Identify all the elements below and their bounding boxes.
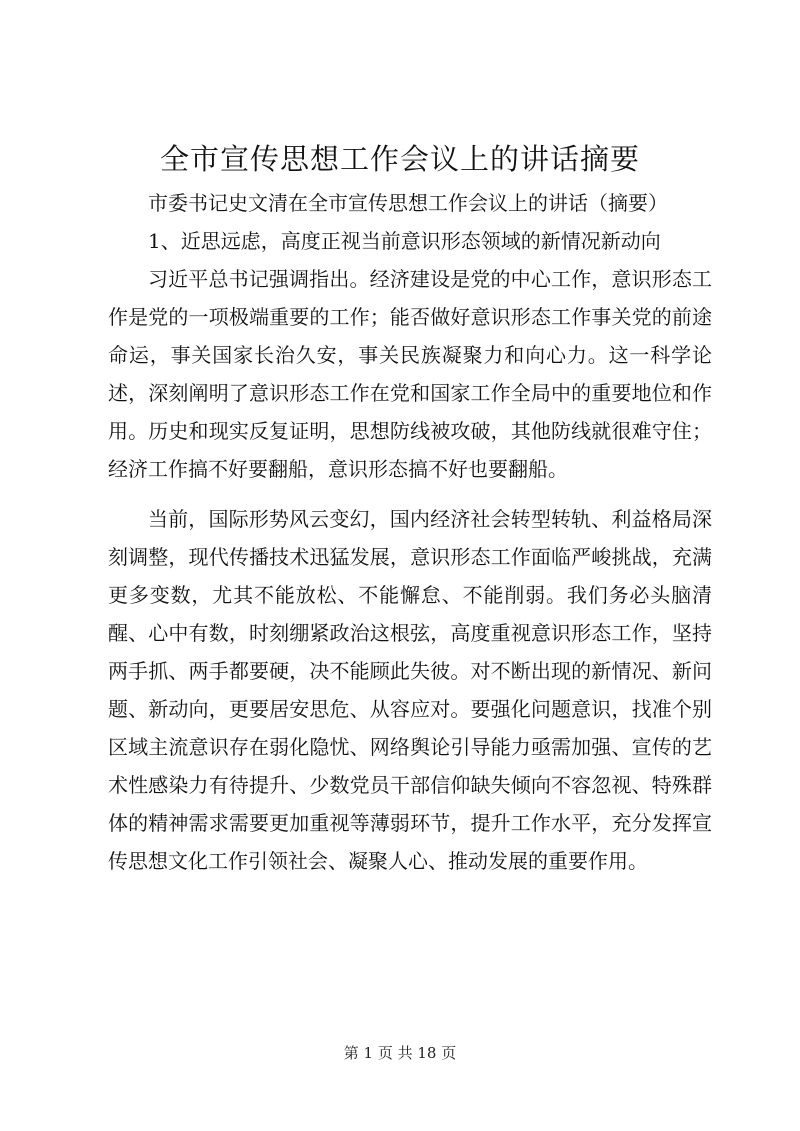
page-number-footer: 第 1 页 共 18 页 [343,1044,457,1062]
paragraph-body-1: 习近平总书记强调指出。经济建设是党的中心工作，意识形态工作是党的一项极端重要的工作；能否做好意识形态工作事关党的前途命运，事关国家长治久安，事关民族凝聚力和向心力。这一科学论述，深刻阐明了意识形态工作在党和国家工作全局中的重要地位和作用。历史和现实反复证明，思想防线被攻破，其他防线就很难守住；经济工作搞不好要翻船，意识形态搞不好也要翻船。 [108,267,712,481]
paragraph-section-heading: 1、近思远虑，高度正视当前意识形态领域的新情况新动向 [148,229,661,253]
document-body [108,184,712,880]
document-title: 全市宣传思想工作会议上的讲话摘要 [159,142,640,176]
paragraph-subtitle: 市委书记史文清在全市宣传思想工作会议上的讲话（摘要） [148,191,668,215]
paragraph-body-2: 当前，国际形势风云变幻，国内经济社会转型转轨、利益格局深刻调整，现代传播技术迅猛发展，意识形态工作面临严峻挑战，充满更多变数，尤其不能放松、不能懈怠、不能削弱。我们务必头脑清醒、心中有数，时刻绷紧政治这根弦，高度重视意识形态工作，坚持两手抓、两手都要硬，决不能顾此失彼。对不断出现的新情况、新问题、新动向，更要居安思危、从容应对。要强化问题意识，找准个别区域主流意识存在弱化隐忧、网络舆论引导能力亟需加强、宣传的艺术性感染力有待提升、少数党员干部信仰缺失倾向不容忽视、特殊群体的精神需求需要更加重视等薄弱环节，提升工作水平，充分发挥宣传思想文化工作引领社会、凝聚人心、推动发展的重要作用。 [108,507,712,873]
